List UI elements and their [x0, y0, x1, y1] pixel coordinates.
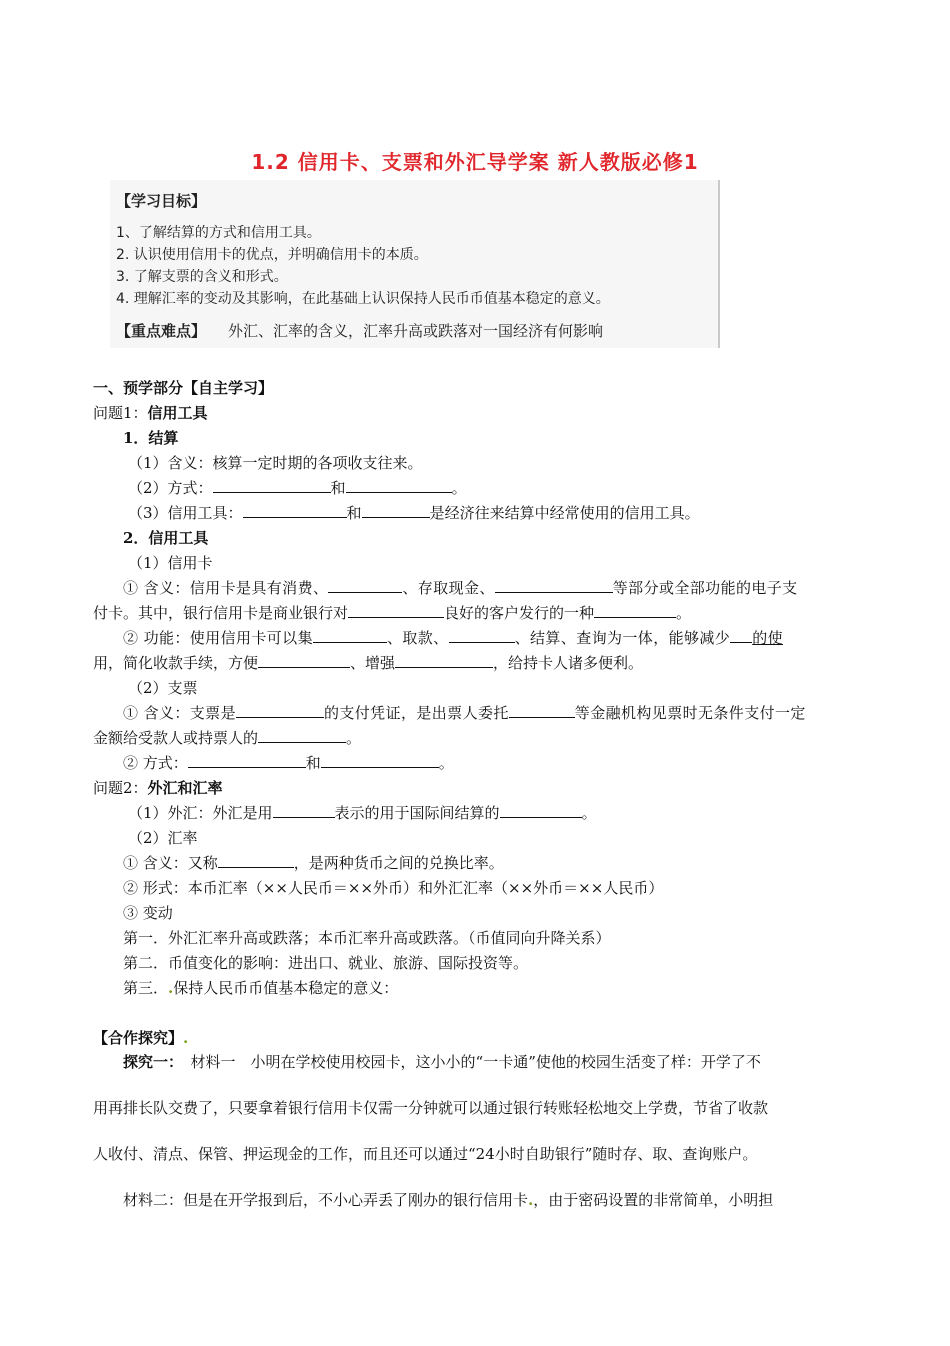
learning-goals-image [110, 180, 720, 348]
blank-field[interactable] [730, 628, 752, 643]
key-points-label: 【重点难点】 [116, 322, 207, 340]
tools-heading: 2．信用工具 [123, 529, 209, 547]
blank-field[interactable] [328, 578, 402, 593]
blank-field[interactable] [348, 603, 444, 618]
cheque-definition: ① 含义：支票是 的支付凭证，是出票人委托 等金融机构见票时无条件支付一定 [123, 704, 806, 722]
cheque-definition-cont: 金额给受款人或持票人的 。 [93, 729, 362, 747]
goal-item: 2. 认识使用信用卡的优点，并明确信用卡的本质。 [116, 247, 428, 263]
goals-heading: 【学习目标】 [116, 192, 207, 210]
blank-field[interactable] [321, 753, 439, 768]
blank-field[interactable] [346, 478, 452, 493]
key-points-text: 外汇、汇率的含义，汇率升高或跌落对一国经济有何影响 [228, 322, 604, 340]
blank-field[interactable] [495, 578, 613, 593]
material-one-line2: 用再排长队交费了，只要拿着银行信用卡仅需一分钟就可以通过银行转账轻松地交上学费，节省了收款 [93, 1099, 769, 1117]
blank-field[interactable] [213, 478, 331, 493]
card-function-cont: 用，简化收款手续，方便 、增强 ，给持卡人诸多便利。 [93, 654, 644, 672]
question-1: 问题1：信用工具 [93, 404, 208, 422]
cheque-heading: （2）支票 [128, 679, 198, 697]
card-definition-cont: 付卡。其中，银行信用卡是商业银行对 良好的客户发行的一种 。 [93, 604, 692, 622]
goal-item: 3. 了解支票的含义和形式。 [116, 269, 288, 285]
page-title: 1.2 信用卡、支票和外汇导学案 新人教版必修1 [251, 150, 699, 174]
rate-change: ③ 变动 [123, 904, 173, 922]
section-heading: 一、预学部分【自主学习】 [93, 379, 274, 397]
blank-field[interactable] [449, 628, 515, 643]
blank-field[interactable] [218, 853, 294, 868]
card-heading: （1）信用卡 [128, 554, 213, 572]
rate-definition: ① 含义：又称 ，是两种货币之间的兑换比率。 [123, 854, 504, 872]
blank-field[interactable] [273, 803, 335, 818]
blank-field[interactable] [500, 803, 582, 818]
material-one-line3: 人收付、清点、保管、押运现金的工作，而且还可以通过“24小时自助银行”随时存、取、查询账户。 [93, 1145, 758, 1163]
card-definition: ① 含义：信用卡是具有消费、 、存取现金、 等部分或全部功能的电子支 [123, 579, 798, 597]
blank-field[interactable] [258, 728, 346, 743]
change-second: 第二．币值变化的影响：进出口、就业、旅游、国际投资等。 [123, 954, 529, 972]
credit-tools: （3）信用工具： 和 是经济往来结算中经常使用的信用工具。 [128, 504, 700, 522]
change-first: 第一．外汇汇率升高或跌落；本币汇率升高或跌落。（币值同向升降关系） [123, 929, 611, 947]
card-function: ② 功能：使用信用卡可以集 、取款、 、结算、查询为一体，能够减少 的使 [123, 629, 784, 647]
question-2: 问题2：外汇和汇率 [93, 779, 223, 797]
settle-meaning: （1）含义：核算一定时期的各项收支往来。 [128, 454, 423, 472]
blank-field[interactable] [362, 503, 430, 518]
blank-field[interactable] [258, 653, 350, 668]
rate-heading: （2）汇率 [128, 829, 198, 847]
settle-heading: 1．结算 [123, 429, 179, 447]
material-one-line1: 探究一： 材料一 小明在学校使用校园卡，这小小的“一卡通”使他的校园生活变了样：开学了不 [123, 1053, 761, 1071]
blank-field[interactable] [313, 628, 387, 643]
blank-field[interactable] [395, 653, 493, 668]
blank-field[interactable] [243, 503, 347, 518]
goal-item: 4. 理解汇率的变动及其影响，在此基础上认识保持人民币币值基本稳定的意义。 [116, 291, 610, 307]
rate-forms: ② 形式：本币汇率（××人民币＝××外币）和外汇汇率（××外币＝××人民币） [123, 879, 664, 897]
blank-field[interactable] [594, 603, 676, 618]
cooperative-heading: 【合作探究】. [93, 1029, 189, 1047]
fx-definition: （1）外汇：外汇是用 表示的用于国际间结算的 。 [128, 804, 597, 822]
settle-methods: （2）方式： 和 。 [128, 479, 467, 497]
material-two-line1: 材料二：但是在开学报到后，不小心弄丢了刚办的银行信用卡.，由于密码设置的非常简单，小明担 [123, 1191, 774, 1209]
blank-field[interactable] [188, 753, 306, 768]
key-points [116, 320, 603, 341]
change-third: 第三．.保持人民币币值基本稳定的意义： [123, 979, 399, 997]
goal-item: 1、了解结算的方式和信用工具。 [116, 225, 321, 241]
blank-field[interactable] [509, 703, 575, 718]
cheque-forms: ② 方式： 和 。 [123, 754, 454, 772]
blank-field[interactable] [236, 703, 324, 718]
